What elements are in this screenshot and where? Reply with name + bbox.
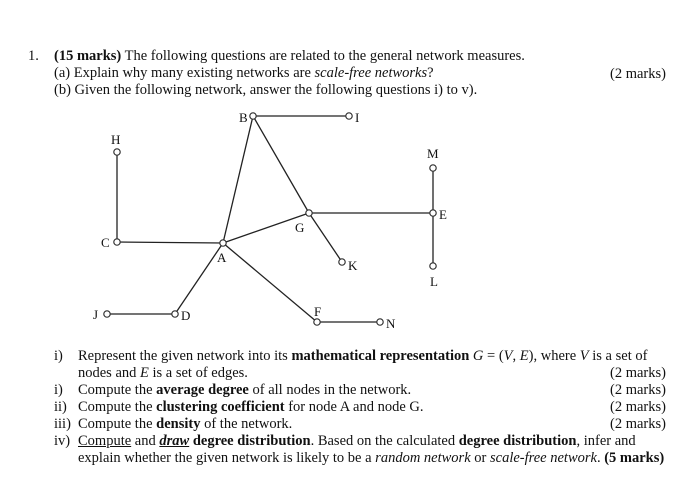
subq-5-compute: Compute	[78, 433, 132, 449]
node-D	[172, 311, 178, 317]
node-C	[114, 239, 120, 245]
node-label-I: I	[355, 110, 360, 125]
edge-G-K	[309, 213, 342, 262]
edge-A-F	[223, 243, 317, 322]
node-label-L: L	[430, 274, 438, 289]
graph-edges	[107, 116, 433, 322]
subq-5-draw: draw	[159, 433, 190, 449]
subq-3-pre: Compute the	[78, 399, 153, 415]
graph-labels	[93, 110, 447, 331]
subq-5-num: iv)	[54, 433, 71, 449]
node-label-J: J	[93, 307, 99, 322]
edge-B-A	[223, 116, 253, 243]
subq-5-based: . Based on the calculated	[310, 433, 456, 449]
subq-1-bold: mathematical representation	[291, 348, 470, 364]
subq-2	[78, 382, 411, 398]
subq-2-pre: Compute the	[78, 382, 153, 398]
subq-1-line1	[78, 348, 647, 364]
subq-1-num: i)	[54, 348, 63, 364]
subq-1-t2b: E	[140, 365, 149, 381]
node-H	[114, 149, 120, 155]
node-label-A: A	[217, 250, 227, 265]
subq-4-pre: Compute the	[78, 416, 153, 432]
part-b: (b) Given the following network, answer the following questions i) to v).	[54, 82, 478, 98]
subq-5-or: or	[474, 450, 487, 466]
subq-2-post: of all nodes in the network.	[252, 382, 412, 398]
subq-1-line2	[78, 365, 248, 381]
node-I	[346, 113, 352, 119]
part-a-text: (a) Explain why many existing networks are	[54, 65, 311, 81]
subq-2-bold: average degree	[156, 382, 249, 398]
subq-1-comma: ,	[512, 348, 520, 364]
subq-4-marks: (2 marks)	[610, 416, 666, 432]
node-label-C: C	[101, 235, 110, 250]
node-K	[339, 259, 345, 265]
edge-A-D	[175, 243, 223, 314]
node-G	[306, 210, 312, 216]
subq-3-bold: clustering coefficient	[156, 399, 285, 415]
node-label-B: B	[239, 110, 248, 125]
subq-5-dd2: degree distribution	[458, 433, 577, 449]
subq-3-post: for node A and node G.	[288, 399, 424, 415]
subq-1-v2: V	[579, 348, 589, 364]
part-a-suffix: ?	[427, 65, 434, 81]
subq-2-marks: (2 marks)	[610, 382, 666, 398]
subq-1-t2a: nodes and	[78, 365, 137, 381]
node-label-G: G	[295, 220, 305, 235]
node-E	[430, 210, 436, 216]
subq-5-l2a: explain whether the given network is likely to be a	[78, 450, 372, 466]
part-a-em: scale-free networks	[314, 65, 428, 81]
subq-5-marks: (5 marks)	[604, 450, 665, 466]
subq-1-set: is a set of	[592, 348, 648, 364]
node-label-H: H	[111, 132, 121, 147]
subq-5-and: and	[134, 433, 156, 449]
subq-1-where: ), where	[528, 348, 577, 364]
node-label-N: N	[386, 316, 396, 331]
subq-5-line1	[78, 433, 636, 449]
subq-4	[78, 416, 292, 432]
subq-3-marks: (2 marks)	[610, 399, 666, 415]
node-label-M: M	[427, 146, 439, 161]
subq-1-marks: (2 marks)	[610, 365, 666, 381]
subq-1	[54, 348, 63, 364]
node-label-D: D	[181, 308, 191, 323]
node-L	[430, 263, 436, 269]
subq-4-post: of the network.	[204, 416, 293, 432]
edge-B-G	[253, 116, 309, 213]
subq-1-eq: = (	[483, 348, 504, 364]
subq-1-v: V	[503, 348, 513, 364]
edge-C-A	[117, 242, 223, 243]
subq-1-t1: Represent the given network into its	[78, 348, 288, 364]
node-label-K: K	[348, 258, 358, 273]
node-M	[430, 165, 436, 171]
node-A	[220, 240, 226, 246]
node-label-E: E	[439, 207, 447, 222]
subq-5-infer: , infer and	[576, 433, 636, 449]
node-F	[314, 319, 320, 325]
subq-5-dd: degree distribution	[192, 433, 311, 449]
subq-1-e: E	[519, 348, 529, 364]
subq-3-num: ii)	[54, 399, 67, 415]
intro-text: The following questions are related to the general network measures.	[124, 48, 525, 64]
subq-5-random: random network	[375, 450, 471, 466]
part-a-marks: (2 marks)	[610, 66, 666, 82]
subq-1-t2c: is a set of edges.	[152, 365, 248, 381]
subq-3	[78, 399, 424, 415]
subq-5-period: .	[596, 450, 601, 466]
subq-2-num: i)	[54, 382, 63, 398]
node-N	[377, 319, 383, 325]
subq-4-num: iii)	[54, 416, 71, 432]
node-J	[104, 311, 110, 317]
node-label-F: F	[314, 304, 322, 319]
total-marks: (15 marks)	[54, 48, 122, 64]
subq-5-scalefree: scale-free network	[489, 450, 597, 466]
subq-5-line2	[78, 450, 664, 466]
node-B	[250, 113, 256, 119]
subq-4-bold: density	[156, 416, 201, 432]
question-number: 1.	[28, 48, 39, 64]
subq-1-g: G	[472, 348, 484, 364]
